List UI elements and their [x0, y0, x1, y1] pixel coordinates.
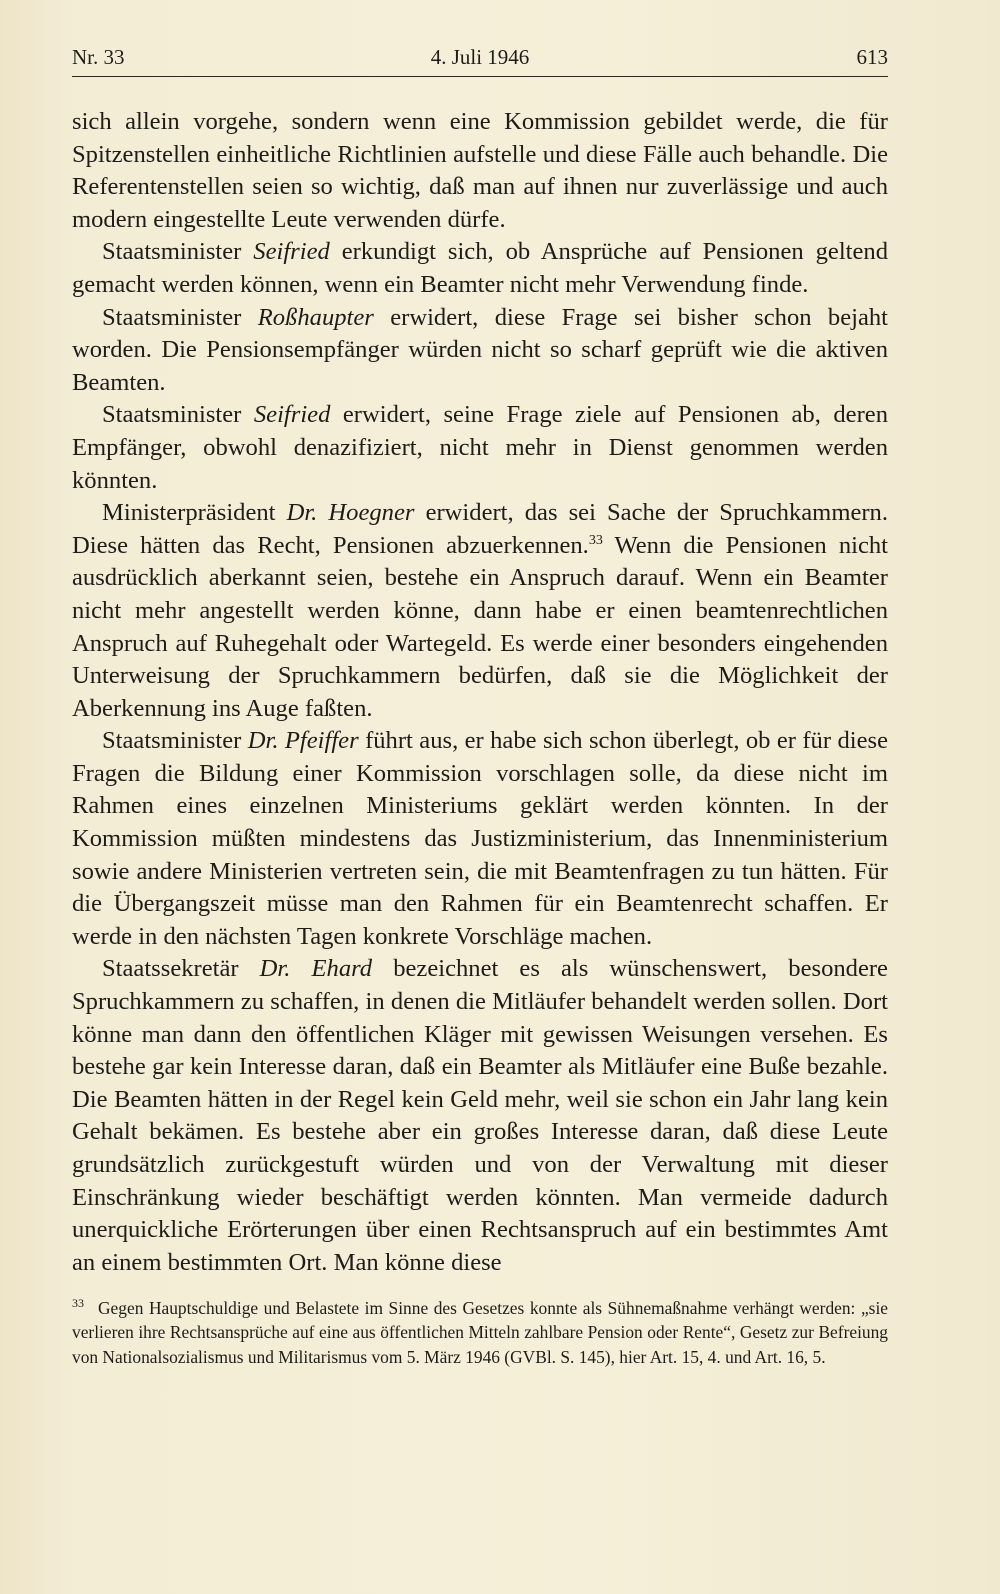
paragraph-text: sich allein vorgehe, sondern wenn eine Kommission gebildet werde, die für Spitzenstellen einheitliche Richtlinien aufstelle und diese Fälle auch behandle. Die Referentenstellen seien so wichtig, daß man auf ihnen nur zuverlässige und auch modern eingestellte Leute verwenden dürfe. — [72, 108, 888, 233]
speaker-name: Roßhaupter — [257, 303, 374, 331]
header-date: 4. Juli 1946 — [430, 45, 530, 69]
page-number: 613 — [856, 45, 888, 69]
speaker-name: Seifried — [253, 401, 331, 429]
speaker-name: Dr. Hoegner — [286, 499, 415, 527]
speaker-name: Dr. Pfeiffer — [247, 727, 359, 755]
paragraph — [72, 399, 888, 497]
paragraph — [72, 497, 888, 725]
paragraph-text: führt aus, er habe sich schon überlegt, ob er für diese Fragen die Bildung einer Kommission vorschlagen solle, da diese nicht im Rahmen eines einzelnen Ministeriums geklärt werden könnten. In der Kommission müßten mindestens das Justizministerium, das Innenministerium sowie andere Ministerien vertreten sein, die mit Beamtenfragen zu tun hätten. Für die Übergangszeit müsse man den Rahmen für ein Beamtenrecht schaffen. Er werde in den nächsten Tagen konkrete Vorschläge machen. — [72, 727, 888, 950]
paragraph-text: Wenn die Pensionen nicht ausdrücklich aberkannt seien, bestehe ein Anspruch darauf. Wenn ein Beamter nicht mehr angestellt werden könne, dann habe er einen beamtenrechtlichen Anspruch auf Ruhegehalt oder Wartegeld. Es werde einer besonders eingehenden Unterweisung der Spruchkammern bedürfen, daß sie die Möglichkeit der Aberkennung ins Auge faßten. — [72, 531, 888, 722]
paragraph-text: Ministerpräsident — [102, 499, 287, 527]
paragraph — [72, 953, 888, 1279]
paragraph-text: Staatsminister — [102, 303, 258, 331]
paragraph — [72, 302, 888, 400]
paragraph-text: bezeichnet es als wünschenswert, besondere Spruchkammern zu schaffen, in denen die Mitläufer behandelt werden sollen. Dort könne man dann den öffentlichen Kläger mit gewissen Weisungen versehen. Es bestehe gar kein Interesse daran, daß ein Beamter als Mitläufer eine Buße bezahle. Die Beamten hätten in der Regel kein Geld mehr, weil sie schon ein Jahr lang kein Gehalt bekämen. Es bestehe aber ein großes Interesse daran, daß diese Leute grundsätzlich zurückgestuft würden und von der Verwaltung mit dieser Einschränkung wieder beschäftigt werden könnten. Man vermeide dadurch unerquickliche Erörterungen über einen Rechtsanspruch auf ein bestimmtes Amt an einem bestimmten Ort. Man könne diese — [72, 955, 888, 1276]
speaker-name: Dr. Ehard — [259, 955, 373, 983]
speaker-name: Seifried — [253, 238, 330, 266]
footnote-text: Gegen Hauptschuldige und Belastete im Sinne des Gesetzes konnte als Sühnemaßnahme verhängt werden: „sie verlieren ihre Rechtsansprüche auf eine aus öffentlichen Mitteln zahlbare Pension oder Rente“, Gesetz zur Befreiung von Nationalsozialismus und Militarismus vom 5. März 1946 (GVBl. S. 145), hier Art. 15, 4. und Art. 16, 5. — [72, 1298, 888, 1367]
paragraph-text: Staatsminister — [102, 238, 254, 266]
issue-number: Nr. 33 — [72, 45, 125, 69]
footnotes — [72, 1296, 888, 1369]
footnote-33: 33 Gegen Hauptschuldige und Belastete im Sinne des Gesetzes konnte als Sühnemaßnahme verhängt werden: „sie verlieren ihre Rechtsansprüche auf eine aus öffentlichen Mitteln zahlbare Pension oder Rente“, Gesetz zur Befreiung von Nationalsozialismus und Militarismus vom 5. März 1946 (GVBl. S. 145), hier Art. 15, 4. und Art. 16, 5. — [72, 1296, 888, 1367]
paragraph-text: Staatsminister — [102, 727, 248, 755]
running-header — [72, 44, 888, 77]
paragraph — [72, 106, 888, 236]
paragraph-text: erwidert, seine Frage ziele auf Pensionen ab, deren Empfänger, obwohl denazifiziert, nicht mehr in Dienst genommen werden könnten. — [72, 401, 888, 494]
paragraph-text: erkundigt sich, ob Ansprüche auf Pensionen geltend gemacht werden können, wenn ein Beamter nicht mehr Verwendung finde. — [72, 238, 888, 298]
body-text — [72, 106, 888, 1279]
paragraph — [72, 236, 888, 301]
paragraph-text: erwidert, das sei Sache der Spruchkammern. Diese hätten das Recht, Pensionen abzuerkennen. — [72, 499, 888, 559]
paragraph-text: Staatsminister — [102, 401, 254, 429]
footnote-reference: 33 — [588, 532, 603, 548]
paragraph — [72, 725, 888, 953]
paragraph-text: Staatssekretär — [102, 955, 260, 983]
paragraph-text: erwidert, diese Frage sei bisher schon bejaht worden. Die Pensionsempfänger würden nicht so scharf geprüft wie die aktiven Beamten. — [72, 303, 889, 396]
